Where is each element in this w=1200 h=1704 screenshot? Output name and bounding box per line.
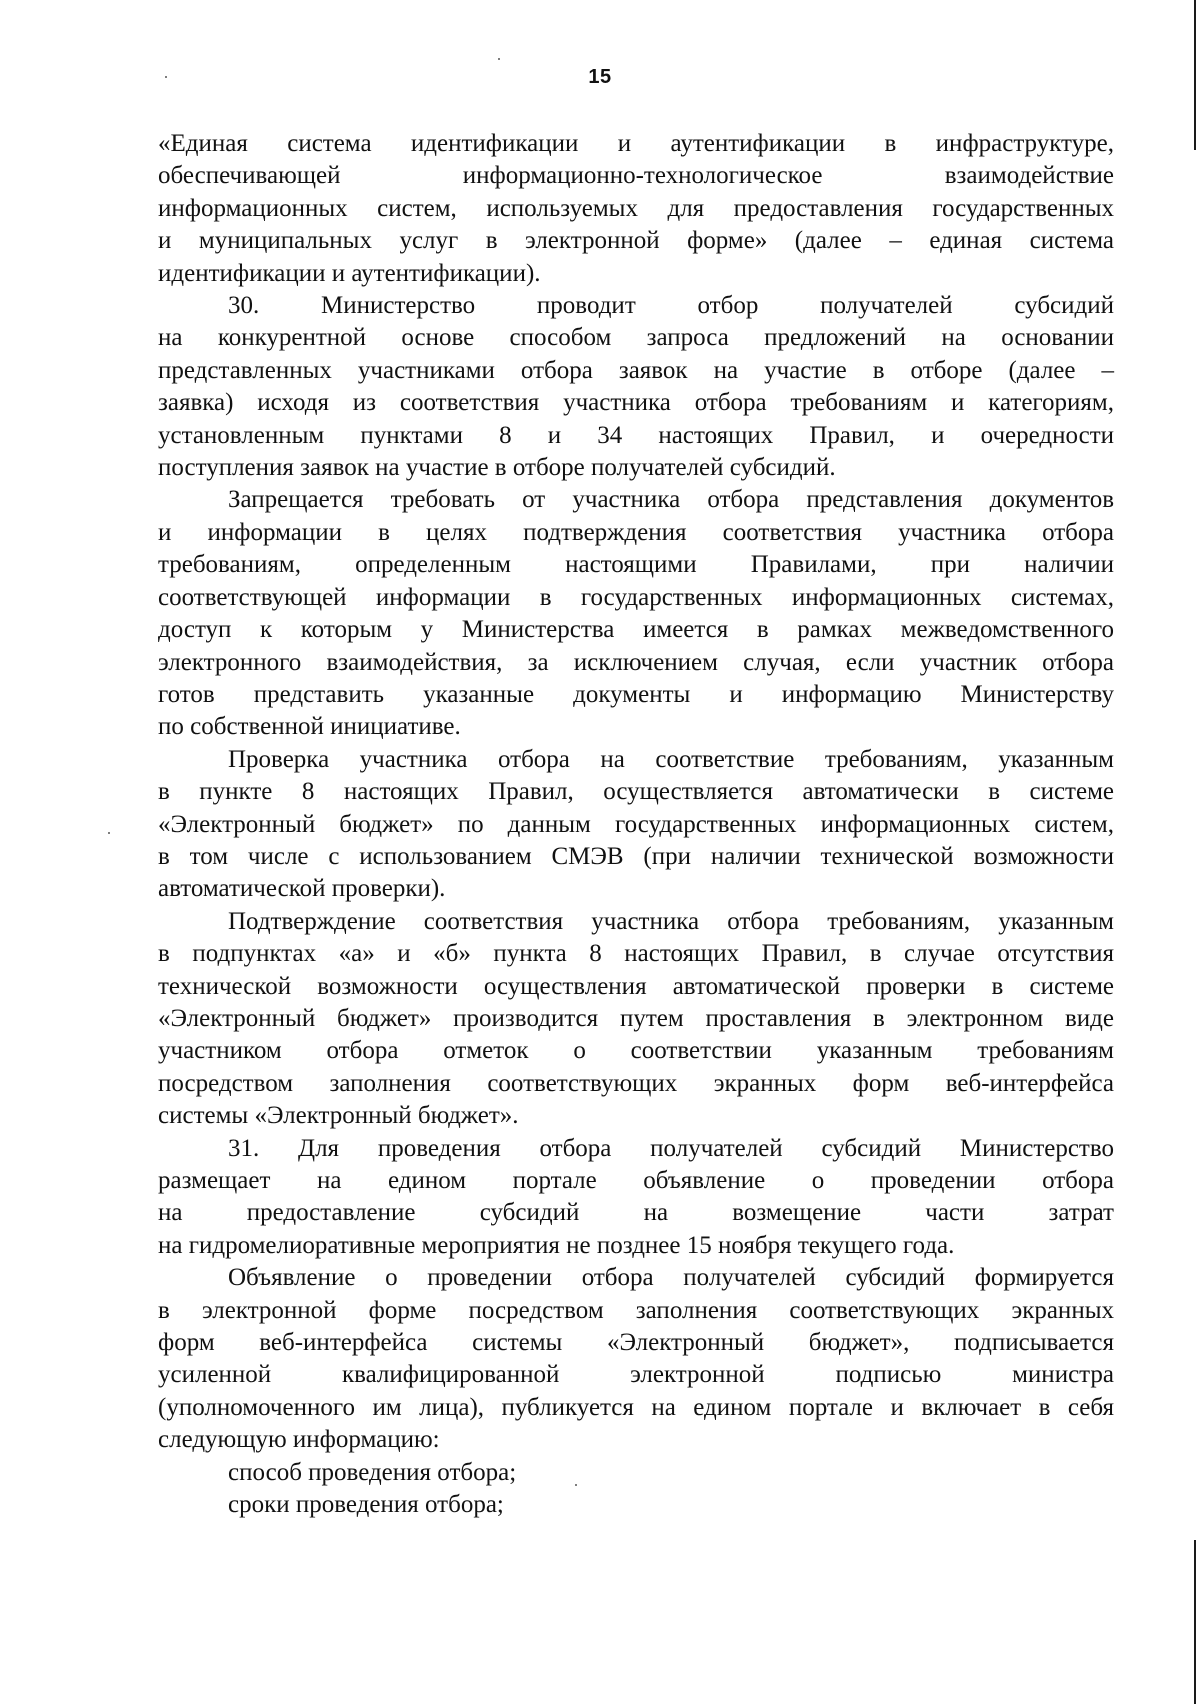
text-line: электронного взаимодействия, за исключением случая, если участник отбора bbox=[158, 648, 1114, 676]
text-line: информационных систем, используемых для предоставления государственных bbox=[158, 194, 1114, 222]
paragraph-item-30 bbox=[158, 290, 1114, 484]
text-line: доступ к которым у Министерства имеется в рамках межведомственного bbox=[158, 616, 1114, 644]
text-line: в пункте 8 настоящих Правил, осуществляется автоматически в системе bbox=[158, 778, 1114, 806]
text-line: форм веб-интерфейса системы «Электронный бюджет», подписывается bbox=[158, 1329, 1114, 1357]
scan-speck bbox=[108, 832, 110, 834]
text-line: участником отбора отметок о соответствии указанным требованиям bbox=[158, 1037, 1114, 1065]
text-line: «Электронный бюджет» по данным государственных информационных систем, bbox=[158, 810, 1114, 838]
text-line: в том числе с использованием СМЭВ (при наличии технической возможности bbox=[158, 842, 1114, 870]
list-item: способ проведения отбора; bbox=[228, 1458, 517, 1486]
text-line: «Единая система идентификации и аутентификации в инфраструктуре, bbox=[158, 130, 1114, 157]
text-line: Подтверждение соответствия участника отбора требованиям, указанным bbox=[228, 907, 1114, 935]
scan-speck bbox=[165, 76, 167, 78]
scan-speck bbox=[575, 1484, 577, 1486]
text-line: на конкурентной основе способом запроса предложений на основании bbox=[158, 324, 1114, 352]
text-line: Запрещается требовать от участника отбора представления документов bbox=[228, 486, 1114, 514]
text-line: поступления заявок на участие в отборе получателей субсидий. bbox=[158, 454, 836, 482]
page-number: 15 bbox=[588, 66, 612, 88]
scan-edge-line bbox=[1194, 0, 1196, 150]
list-item: сроки проведения отбора; bbox=[228, 1491, 504, 1519]
text-line: на гидромелиоративные мероприятия не позднее 15 ноября текущего года. bbox=[158, 1231, 955, 1259]
text-line: соответствующей информации в государственных информационных системах, bbox=[158, 583, 1114, 611]
paragraph-confirmation bbox=[158, 906, 1114, 1133]
text-line: по собственной инициативе. bbox=[158, 713, 461, 741]
text-line: готов представить указанные документы и информацию Министерству bbox=[158, 680, 1114, 708]
paragraph-announcement bbox=[158, 1262, 1114, 1456]
text-line: требованиям, определенным настоящими Правилами, при наличии bbox=[158, 551, 1114, 579]
scan-speck bbox=[498, 58, 500, 60]
paragraph-verification bbox=[158, 744, 1114, 906]
text-line: 30. Министерство проводит отбор получателей субсидий bbox=[228, 292, 1114, 320]
text-line: и информации в целях подтверждения соответствия участника отбора bbox=[158, 518, 1114, 546]
text-line: идентификации и аутентификации). bbox=[158, 259, 541, 287]
text-line: 31. Для проведения отбора получателей субсидий Министерство bbox=[228, 1134, 1114, 1162]
text-line: представленных участниками отбора заявок на участие в отборе (далее – bbox=[158, 356, 1114, 384]
document-body bbox=[158, 128, 1114, 1521]
text-line: (уполномоченного им лица), публикуется на едином портале и включает в себя bbox=[158, 1393, 1114, 1421]
paragraph-prohibition bbox=[158, 484, 1114, 743]
text-line: Проверка участника отбора на соответствие требованиям, указанным bbox=[228, 745, 1114, 773]
scan-edge-line bbox=[1194, 1540, 1196, 1704]
text-line: «Электронный бюджет» производится путем проставления в электронном виде bbox=[158, 1004, 1114, 1032]
text-line: установленным пунктами 8 и 34 настоящих Правил, и очередности bbox=[158, 421, 1114, 449]
text-line: в подпунктах «а» и «б» пункта 8 настоящих Правил, в случае отсутствия bbox=[158, 940, 1114, 968]
text-line: усиленной квалифицированной электронной подписью министра bbox=[158, 1361, 1114, 1389]
text-line: посредством заполнения соответствующих экранных форм веб-интерфейса bbox=[158, 1069, 1114, 1097]
text-line: системы «Электронный бюджет». bbox=[158, 1102, 519, 1130]
text-line: технической возможности осуществления автоматической проверки в системе bbox=[158, 972, 1114, 1000]
text-line: на предоставление субсидий на возмещение части затрат bbox=[158, 1199, 1114, 1227]
text-line: и муниципальных услуг в электронной форме» (далее – единая система bbox=[158, 227, 1114, 255]
text-line: размещает на едином портале объявление о проведении отбора bbox=[158, 1167, 1114, 1194]
text-line: заявка) исходя из соответствия участника отбора требованиям и категориям, bbox=[158, 389, 1114, 417]
text-line: обеспечивающей информационно-технологическое взаимодействие bbox=[158, 162, 1114, 190]
text-line: автоматической проверки). bbox=[158, 875, 446, 903]
text-line: в электронной форме посредством заполнения соответствующих экранных bbox=[158, 1296, 1114, 1324]
text-line: Объявление о проведении отбора получателей субсидий формируется bbox=[228, 1264, 1114, 1292]
text-line: следующую информацию: bbox=[158, 1426, 440, 1454]
paragraph-item-31 bbox=[158, 1133, 1114, 1263]
paragraph-continuation bbox=[158, 128, 1114, 290]
